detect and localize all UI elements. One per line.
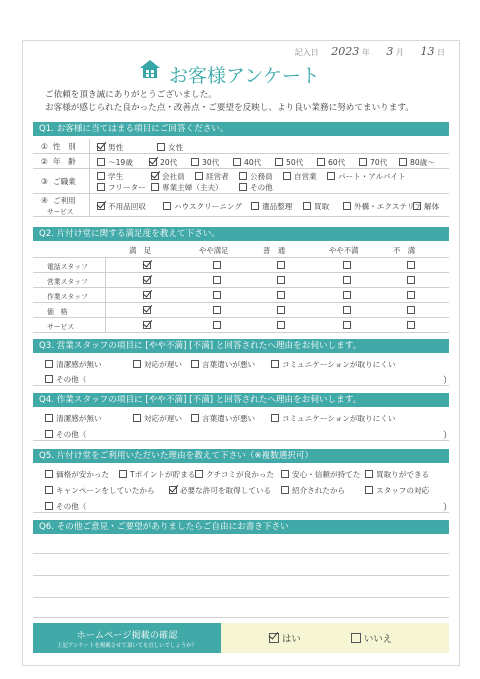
checkbox-icon	[195, 470, 203, 478]
q1-service-row: ④ ご利用 サービス 不用品回収 ハウスクリーニング 遺品整理 買取 外構・エクステリア 解体	[33, 194, 449, 217]
satisfaction-checkbox[interactable]	[407, 276, 415, 284]
checkbox-icon	[281, 470, 289, 478]
age-60s-option[interactable]: 60代	[317, 157, 345, 168]
checkbox-icon	[45, 470, 53, 478]
checkbox-icon	[45, 486, 53, 494]
date-year-unit: 年	[361, 48, 370, 57]
checkbox-icon	[191, 414, 199, 422]
consent-yes-option[interactable]: はい	[269, 631, 301, 645]
checkbox-icon	[163, 202, 171, 210]
satisfaction-checkbox[interactable]	[343, 306, 351, 314]
job-self-employed-option[interactable]: 自営業	[283, 171, 317, 182]
gender-female-option[interactable]: 女性	[157, 142, 183, 153]
q1-heading: Q1. お客様に当てはまる項目にご回答ください。	[33, 122, 449, 136]
q4-option-3[interactable]: 言葉遣いが悪い	[191, 413, 255, 424]
age-40s-option[interactable]: 40代	[233, 157, 261, 168]
satisfaction-checkbox[interactable]	[143, 291, 151, 299]
checkbox-icon	[97, 143, 105, 151]
checkbox-icon	[251, 202, 259, 210]
checkbox-icon	[45, 414, 53, 422]
checkbox-icon	[97, 202, 105, 210]
date-month-unit: 月	[395, 48, 404, 57]
satisfaction-checkbox[interactable]	[143, 321, 151, 329]
q5-option-campaign[interactable]: キャンペーンをしていたから	[45, 485, 155, 496]
comment-line-2[interactable]	[33, 575, 449, 576]
checkbox-icon	[133, 360, 141, 368]
satisfaction-checkbox[interactable]	[143, 261, 151, 269]
q3-option-1[interactable]: 清潔感が無い	[45, 359, 102, 370]
satisfaction-checkbox[interactable]	[213, 291, 221, 299]
q5-option-staff[interactable]: スタッフの対応	[365, 485, 429, 496]
checkbox-icon	[365, 470, 373, 478]
q2-heading: Q2. 片付け堂に関する満足度を教えて下さい。	[33, 227, 449, 241]
satisfaction-checkbox[interactable]	[143, 276, 151, 284]
date-label: 記入日	[294, 48, 319, 57]
satisfaction-checkbox[interactable]	[407, 261, 415, 269]
service-house-cleaning-option[interactable]: ハウスクリーニング	[163, 201, 242, 212]
satisfaction-row-label: 営業スタッフ	[47, 278, 88, 286]
date-year: 2023	[331, 45, 360, 58]
q4-close-paren: ）	[443, 431, 453, 441]
checkbox-icon	[317, 158, 325, 166]
satisfaction-checkbox[interactable]	[407, 291, 415, 299]
checkbox-icon	[45, 360, 53, 368]
satisfaction-checkbox[interactable]	[143, 306, 151, 314]
satisfaction-checkbox[interactable]	[343, 261, 351, 269]
satisfaction-checkbox[interactable]	[213, 276, 221, 284]
job-employee-option[interactable]: 会社員	[151, 171, 185, 182]
comment-line-1[interactable]	[33, 553, 449, 554]
q1-gender-row: ① 性 別 男性 女性	[33, 139, 449, 154]
page-title: お客様アンケート	[169, 65, 320, 87]
q5-option-tpoint[interactable]: Tポイントが貯まる	[119, 469, 195, 480]
job-freeter-option[interactable]: フリーター	[97, 182, 146, 193]
date-area	[295, 45, 445, 58]
satisfaction-row-label: 価 格	[47, 308, 68, 316]
q5-close-paren: ）	[443, 503, 453, 513]
satisfaction-checkbox[interactable]	[407, 321, 415, 329]
satisfaction-checkbox[interactable]	[343, 321, 351, 329]
intro-line-1: ご依頼を頂き誠にありがとうございました。	[45, 90, 217, 100]
job-other-option[interactable]: その他	[239, 182, 273, 193]
q3-option-2[interactable]: 対応が遅い	[133, 359, 182, 370]
satisfaction-checkbox[interactable]	[407, 306, 415, 314]
homepage-consent	[33, 623, 449, 653]
satisfaction-checkbox[interactable]	[277, 291, 285, 299]
satisfaction-checkbox[interactable]	[213, 321, 221, 329]
q3-close-paren: ）	[443, 376, 453, 386]
checkbox-icon	[157, 143, 165, 151]
checkbox-icon	[169, 486, 177, 494]
checkbox-icon	[239, 183, 247, 191]
satisfaction-col-3: やや不満	[329, 246, 359, 255]
q4-option-2[interactable]: 対応が遅い	[133, 413, 182, 424]
checkbox-icon	[233, 158, 241, 166]
q4-option-1[interactable]: 清潔感が無い	[45, 413, 102, 424]
age-30s-option[interactable]: 30代	[191, 157, 219, 168]
checkbox-icon	[45, 430, 53, 438]
job-homemaker-option[interactable]: 専業主婦（主夫）	[151, 182, 223, 193]
age-20s-option[interactable]: 20代	[149, 157, 177, 168]
date-month: 3	[386, 45, 394, 58]
intro-line-2: お客様が感じられた良かった点・改善点・ご要望を反映し、より良い業務に努めてまいります。	[45, 103, 414, 113]
comment-line-3[interactable]	[33, 597, 449, 598]
q6-heading: Q6. その他ご意見・ご要望がありましたらご自由にお書き下さい	[33, 520, 449, 534]
q5-option-reviews[interactable]: クチコミが良かった	[195, 469, 274, 480]
checkbox-icon	[195, 172, 203, 180]
checkbox-icon	[97, 158, 105, 166]
q4-heading: Q4. 作業スタッフの項目に [やや不満] [不満] と回答されたへ理由をお伺いします。	[33, 393, 449, 407]
survey-sheet: 記入日 2023 年 3 月 13 日 お客様アンケート ご依頼を頂き誠にありがとうございました。 お客様が感じられた良かった点・改善点・ご要望を反映し、より良い業務に努めてまいります。 Q1. お客様に当てはまる項目にご回答ください。 ① 性 別 男性 女性 ② 年 齢 ～19歳 20代 30代 40代 50代 60代 70代 80歳～ ③ ご職業 学生 会社員 経営者 公務員 自営業 パート・アルバイト フリーター 専業主婦（主夫） その他 ④ ご利用 サービス 不用品回収 ハウスクリーニング 遺品整理 買取 外構・エクステリア 解体 Q2. 片付け堂に関する満足度を教えて下さい。 満 足 やや満足 普 通 やや不満 不 満 電話スタッフ 営業スタッフ 作業スタッフ 価 格 サービス Q3. 営業スタッフの項目に [やや不満] [不満] と回答されたへ理由をお伺いします。 清潔感が無い 対応が遅い 言葉遣いが悪い コミュニケーションが取りにくい その他（ ） Q4. 作業スタッフの項目に [やや不満] [不満] と回答されたへ理由をお伺いします。 清潔感が無い 対応が遅い 言葉遣いが悪い コミュニケーションが取りにくい その他（ ） Q5. 片付け堂をご利用いただいた理由を教えて下さい（※複数選択可） 価格が安かった Tポイントが貯まる クチコミが良かった 安心・信頼が持てた 買取りができる キャンペーンをしていたから 必要な許可を取得している 紹介されたから スタッフの対応 その他（ ） Q6. その他ご意見・ご要望がありましたらご自由にお書き下さい ホームページ掲載の確認 上記アンケートを掲載させて頂いても宜しいでしょうか？ はい いいえ	[22, 40, 460, 666]
age-70s-option[interactable]: 70代	[359, 157, 387, 168]
checkbox-icon	[271, 414, 279, 422]
age-50s-option[interactable]: 50代	[275, 157, 303, 168]
checkbox-icon	[271, 360, 279, 368]
q5-heading: Q5. 片付け堂をご利用いただいた理由を教えて下さい（※複数選択可）	[33, 449, 449, 463]
job-part-time-option[interactable]: パート・アルバイト	[327, 171, 406, 182]
checkbox-icon	[283, 172, 291, 180]
checkbox-icon	[149, 158, 157, 166]
checkbox-icon	[275, 158, 283, 166]
q1-age-row: ② 年 齢 ～19歳 20代 30代 40代 50代 60代 70代 80歳～	[33, 154, 449, 169]
satisfaction-col-0: 満 足	[129, 246, 152, 255]
q4-option-4[interactable]: コミュニケーションが取りにくい	[271, 413, 395, 424]
checkbox-icon	[119, 470, 127, 478]
comment-line-4[interactable]	[33, 617, 449, 618]
consent-no-option[interactable]: いいえ	[351, 631, 392, 645]
satisfaction-col-4: 不 満	[393, 246, 416, 255]
checkbox-icon	[97, 172, 105, 180]
satisfaction-checkbox[interactable]	[277, 276, 285, 284]
satisfaction-checkbox[interactable]	[277, 306, 285, 314]
house-logo-icon	[139, 59, 161, 79]
q3-heading: Q3. 営業スタッフの項目に [やや不満] [不満] と回答されたへ理由をお伺いします。	[33, 339, 449, 353]
q5-option-referral[interactable]: 紹介されたから	[281, 485, 345, 496]
q5-option-trust[interactable]: 安心・信頼が持てた	[281, 469, 360, 480]
date-day: 13	[420, 45, 435, 58]
date-day-unit: 日	[437, 48, 445, 57]
satisfaction-col-1: やや満足	[199, 246, 229, 255]
checkbox-icon	[97, 183, 105, 191]
q5-option-license[interactable]: 必要な許可を取得している	[169, 485, 271, 496]
job-manager-option[interactable]: 経営者	[195, 171, 229, 182]
satisfaction-checkbox[interactable]	[343, 276, 351, 284]
checkbox-icon	[45, 502, 53, 510]
satisfaction-row-label: 電話スタッフ	[47, 263, 88, 271]
checkbox-icon	[343, 202, 351, 210]
service-estate-clearing-option[interactable]: 遺品整理	[251, 201, 292, 212]
satisfaction-col-2: 普 通	[263, 246, 286, 255]
consent-subtitle: 上記アンケートを掲載させて頂いても宜しいでしょうか？	[57, 643, 197, 649]
satisfaction-checkbox[interactable]	[277, 321, 285, 329]
checkbox-icon	[151, 183, 159, 191]
checkbox-icon	[45, 375, 53, 383]
checkbox-icon	[327, 172, 335, 180]
checkbox-icon	[133, 414, 141, 422]
satisfaction-grid	[33, 245, 449, 337]
intro-text	[45, 89, 414, 115]
q3-option-4[interactable]: コミュニケーションが取りにくい	[271, 359, 395, 370]
checkbox-icon	[413, 202, 421, 210]
job-student-option[interactable]: 学生	[97, 171, 123, 182]
checkbox-icon	[239, 172, 247, 180]
q5-option-buyback[interactable]: 買取りができる	[365, 469, 429, 480]
checkbox-icon	[281, 486, 289, 494]
service-junk-removal-option[interactable]: 不用品回収	[97, 201, 146, 212]
q3-option-3[interactable]: 言葉遣いが悪い	[191, 359, 255, 370]
satisfaction-checkbox[interactable]	[343, 291, 351, 299]
service-exterior-option[interactable]: 外構・エクステリア	[343, 201, 422, 212]
satisfaction-row-label: 作業スタッフ	[47, 293, 88, 301]
checkbox-icon	[151, 172, 159, 180]
age-80plus-option[interactable]: 80歳～	[399, 157, 435, 168]
service-buyback-option[interactable]: 買取	[303, 201, 329, 212]
q1-job-row: ③ ご職業 学生 会社員 経営者 公務員 自営業 パート・アルバイト フリーター 専業主婦（主夫） その他	[33, 169, 449, 194]
checkbox-icon	[399, 158, 407, 166]
checkbox-icon	[365, 486, 373, 494]
age-under19-option[interactable]: ～19歳	[97, 157, 133, 168]
checkbox-icon	[191, 360, 199, 368]
q5-option-price[interactable]: 価格が安かった	[45, 469, 109, 480]
consent-title: ホームページ掲載の確認	[76, 630, 178, 641]
checkbox-icon	[191, 158, 199, 166]
checkbox-icon	[303, 202, 311, 210]
checkbox-icon	[269, 633, 279, 643]
satisfaction-checkbox[interactable]	[213, 306, 221, 314]
satisfaction-checkbox[interactable]	[213, 261, 221, 269]
checkbox-icon	[351, 633, 361, 643]
satisfaction-checkbox[interactable]	[277, 261, 285, 269]
service-demolition-option[interactable]: 解体	[413, 201, 439, 212]
job-civil-servant-option[interactable]: 公務員	[239, 171, 273, 182]
gender-male-option[interactable]: 男性	[97, 142, 123, 153]
checkbox-icon	[359, 158, 367, 166]
satisfaction-row-label: サービス	[47, 323, 75, 331]
